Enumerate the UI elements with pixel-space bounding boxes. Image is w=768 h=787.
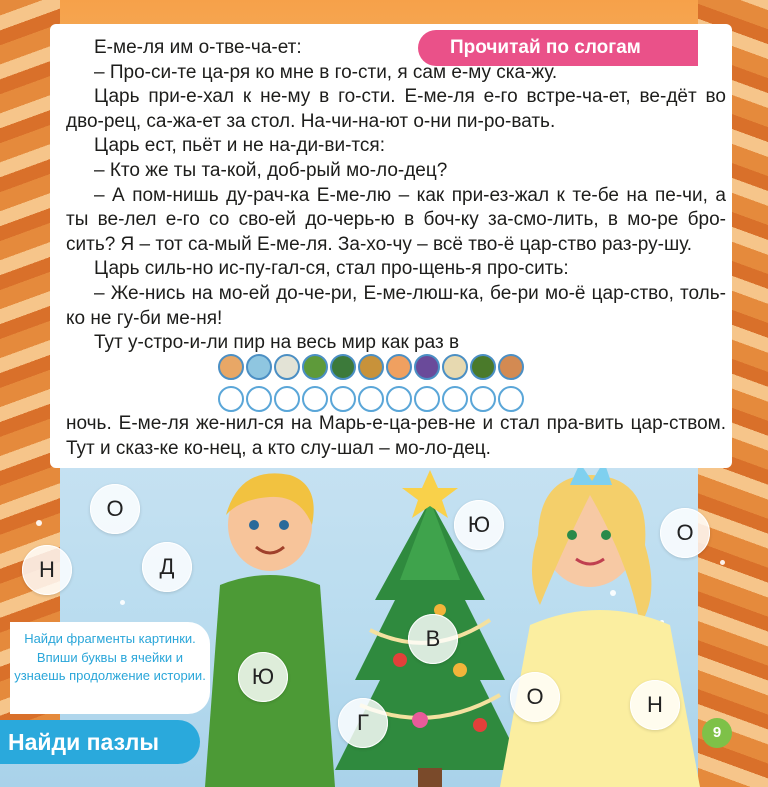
letter-bubble[interactable]: Н (22, 545, 72, 595)
puzzle-fragment-6 (358, 354, 384, 380)
story-line: Тут у-стро-и-ли пир на весь мир как раз в (94, 332, 460, 354)
puzzle-fragment-11 (498, 354, 524, 380)
answer-cell[interactable] (358, 386, 384, 412)
snowflake (36, 520, 42, 526)
story-line: – А пом-нишь ду-рач-ка Е-ме-лю – как при-ез-жал к те-бе на пе-чи, а ты ве-лел е-го со сво-ей до-черь-ю в боч-ку за-смо-лить, в мо-ре бро-сить? Я – тот са-мый Е-ме-ля. За-хо-чу – всё тво-ё цар-ство раз-ру-шу. (66, 184, 726, 255)
puzzle-fragment-row (218, 354, 524, 380)
snowflake (120, 600, 125, 605)
tsarevna-illustration (500, 455, 700, 787)
letter-bubble[interactable]: О (510, 672, 560, 722)
letter-bubble[interactable]: Ю (238, 652, 288, 702)
puzzle-fragment-7 (386, 354, 412, 380)
emelya-illustration (180, 455, 360, 787)
answer-cell[interactable] (386, 386, 412, 412)
puzzle-fragment-1 (218, 354, 244, 380)
answer-cell[interactable] (470, 386, 496, 412)
snowflake (720, 560, 725, 565)
letter-bubble[interactable]: Д (142, 542, 192, 592)
answer-cell-row (218, 386, 524, 412)
story-ending (66, 412, 726, 461)
story-text (66, 36, 726, 356)
instruction-box (10, 622, 210, 714)
answer-cell[interactable] (302, 386, 328, 412)
story-line: Царь при-е-хал к не-му в го-сти. Е-ме-ля е-го встре-ча-ет, ве-дёт во дво-рец, са-жа-ет за стол. На-чи-на-ют о-ни пи-ро-вать. (66, 86, 726, 132)
puzzle-fragment-2 (246, 354, 272, 380)
page-number: 9 (702, 718, 732, 748)
story-line: ночь. Е-ме-ля же-нил-ся на Марь-е-ца-рев-не и стал пра-вить цар-ством. Тут и сказ-ке ко-нец, а кто слу-шал – мо-ло-дец. (66, 413, 726, 459)
puzzle-fragment-3 (274, 354, 300, 380)
puzzle-fragment-9 (442, 354, 468, 380)
letter-bubble[interactable]: О (660, 508, 710, 558)
letter-bubble[interactable]: В (408, 614, 458, 664)
puzzle-fragment-5 (330, 354, 356, 380)
puzzle-fragment-4 (302, 354, 328, 380)
story-line: Царь ест, пьёт и не на-ди-ви-тся: (94, 135, 385, 157)
answer-cell[interactable] (246, 386, 272, 412)
letter-bubble[interactable]: Н (630, 680, 680, 730)
read-by-syllables-badge: Прочитай по слогам (418, 30, 698, 66)
answer-cell[interactable] (218, 386, 244, 412)
letter-bubble[interactable]: Г (338, 698, 388, 748)
instruction-text: Найди фрагменты картинки. Впиши буквы в ячейки и узнаешь продолжение истории. (14, 631, 206, 683)
puzzle-fragment-8 (414, 354, 440, 380)
answer-cell[interactable] (498, 386, 524, 412)
answer-cell[interactable] (330, 386, 356, 412)
letter-bubble[interactable]: О (90, 484, 140, 534)
answer-cell[interactable] (414, 386, 440, 412)
answer-cell[interactable] (274, 386, 300, 412)
puzzle-fragment-10 (470, 354, 496, 380)
story-line: – Кто же ты та-кой, доб-рый мо-ло-дец? (94, 159, 448, 181)
story-line: – Про-си-те ца-ря ко мне в го-сти, я сам е-му ска-жу. (94, 61, 558, 83)
story-line: Царь силь-но ис-пу-гал-ся, стал про-щень-я про-сить: (94, 258, 569, 280)
answer-cell[interactable] (442, 386, 468, 412)
story-line: Е-ме-ля им о-тве-ча-ет: (94, 37, 302, 58)
story-line: – Же-нись на мо-ей до-че-ри, Е-ме-люш-ка, бе-ри мо-ё цар-ство, толь-ко не гу-би ме-ня! (66, 282, 726, 329)
letter-bubble[interactable]: Ю (454, 500, 504, 550)
section-title: Найди пазлы (0, 720, 200, 764)
